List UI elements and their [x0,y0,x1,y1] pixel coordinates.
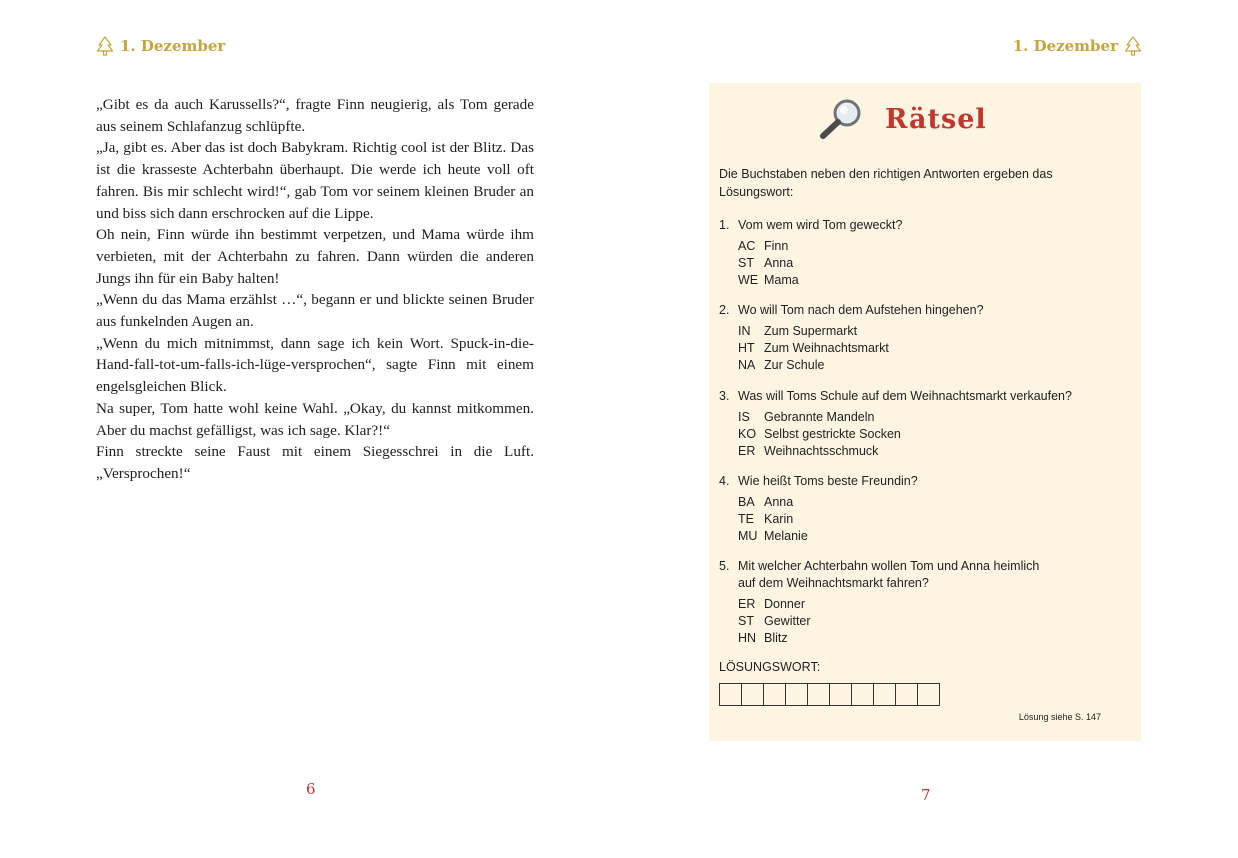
solution-letter-box[interactable] [785,683,808,706]
answer-text: Anna [764,256,794,270]
page-number: 6 [306,780,316,798]
running-header-left [96,36,225,56]
answer-option [738,272,1129,289]
answer-option [738,528,1129,545]
answer-text: Selbst gestrickte Socken [764,427,901,441]
answer-text: Gewitter [764,614,811,628]
answer-letters: HN [738,631,757,645]
answer-option [738,494,1129,511]
answer-letters: NA [738,358,756,372]
story-paragraph: „Wenn du mich mitnimmst, dann sage ich kein Wort. Spuck-in-die-Hand-fall-tot-um-falls-ich-lüge-versprochen“, sagte Finn mit einem engelsgleichen Blick. [96,334,534,396]
story-paragraph: Na super, Tom hatte wohl keine Wahl. „Okay, du kannst mitkommen. Aber du machst gefälligst, was ich sage. Klar?!“ [96,399,534,439]
solution-label: LÖSUNGSWORT: [719,660,821,674]
question-5 [719,558,1049,647]
solution-letter-box[interactable] [763,683,786,706]
puzzle-box [709,83,1141,741]
answer-letters: HT [738,341,755,355]
answer-letters: MU [738,529,758,543]
answer-option [738,613,1049,630]
answer-text: Karin [764,512,794,526]
answer-option [738,426,1129,443]
christmas-tree-icon [1124,36,1142,56]
solution-letter-box[interactable] [719,683,742,706]
answer-text: Melanie [764,529,808,543]
right-page [619,0,1238,858]
answer-text: Zum Supermarkt [764,324,858,338]
story-paragraph: „Gibt es da auch Karussells?“, fragte Finn neugierig, als Tom gerade aus seinem Schlafanzug schlüpfte. [96,96,534,135]
question-number: 3. [719,389,730,403]
story-paragraph: „Wenn du das Mama erzählst …“, begann er und blickte seinen Bruder aus funkelnden Augen an. [96,291,534,331]
magnifying-glass-icon [817,97,865,141]
question-2 [719,302,1129,374]
answer-text: Mama [764,273,799,287]
answer-text: Zur Schule [764,358,825,372]
answer-letters: ER [738,444,756,458]
answer-option [738,443,1129,460]
answer-text: Donner [764,597,805,611]
running-header-right [1013,36,1142,56]
answer-letters: IS [738,410,750,424]
answer-letters: AC [738,239,756,253]
question-number: 4. [719,474,730,488]
solution-letter-box[interactable] [917,683,940,706]
answer-letters: KO [738,427,757,441]
question-number: 1. [719,218,730,232]
solution-reference: Lösung siehe S. 147 [1018,712,1101,722]
answer-option [738,357,1129,374]
question-text: Wo will Tom nach dem Aufstehen hingehen? [738,303,984,317]
christmas-tree-icon [96,36,114,56]
answer-option [738,630,1049,647]
answer-option [738,323,1129,340]
question-text: Vom wem wird Tom geweckt? [738,218,903,232]
answer-letters: ST [738,256,754,270]
solution-letter-box[interactable] [829,683,852,706]
answer-option [738,596,1049,613]
story-paragraph: Oh nein, Finn würde ihn bestimmt verpetzen, und Mama würde ihm verbieten, mit der Achterbahn zu fahren. Dann würden die anderen Jungs ihn für ein Baby halten! [96,226,534,287]
answer-letters: ER [738,597,756,611]
question-text: Mit welcher Achterbahn wollen Tom und Anna heimlich auf dem Weihnachtsmarkt fahren? [738,559,1040,590]
puzzle-intro: Die Buchstaben neben den richtigen Antworten ergeben das Lösungswort: [719,167,1053,199]
question-number: 5. [719,559,730,573]
answer-option [738,511,1129,528]
solution-letter-box[interactable] [895,683,918,706]
answer-text: Gebrannte Mandeln [764,410,875,424]
answer-letters: BA [738,495,755,509]
question-1 [719,217,1129,289]
solution-letter-box[interactable] [873,683,896,706]
answer-letters: IN [738,324,751,338]
answer-text: Zum Weihnachtsmarkt [764,341,889,355]
solution-letter-box[interactable] [851,683,874,706]
answer-text: Blitz [764,631,788,645]
answer-letters: WE [738,273,759,287]
answer-text: Finn [764,239,789,253]
story-text [96,94,534,485]
story-paragraph: „Ja, gibt es. Aber das ist doch Babykram. Richtig cool ist der Blitz. Das ist die krasseste Achterbahn überhaupt. Die werde ich heute voll oft fahren. Bis mir schlecht wird!“, gab Tom vor seinem kleinen Bruder an und biss sich dann erschrocken auf die Lippe. [96,139,534,222]
solution-letter-box[interactable] [807,683,830,706]
answer-option [738,409,1129,426]
solution-letter-box[interactable] [741,683,764,706]
story-paragraph: Finn streckte seine Faust mit einem Siegesschrei in die Luft. „Versprochen!“ [96,443,534,482]
header-text: 1. Dezember [120,37,226,55]
solution-word-boxes [719,683,940,706]
puzzle-title-text: Rätsel [885,103,987,135]
puzzle-title [817,97,987,141]
question-number: 2. [719,303,730,317]
answer-letters: ST [738,614,754,628]
question-4 [719,473,1129,545]
question-text: Wie heißt Toms beste Freundin? [738,474,918,488]
page-number: 7 [921,786,931,804]
answer-option [738,255,1129,272]
answer-option [738,340,1129,357]
answer-text: Anna [764,495,794,509]
answer-letters: TE [738,512,754,526]
header-text: 1. Dezember [1012,37,1118,55]
question-3 [719,388,1129,460]
question-text: Was will Toms Schule auf dem Weihnachtsmarkt verkaufen? [738,389,1072,403]
answer-option [738,238,1129,255]
answer-text: Weihnachtsschmuck [764,444,879,458]
